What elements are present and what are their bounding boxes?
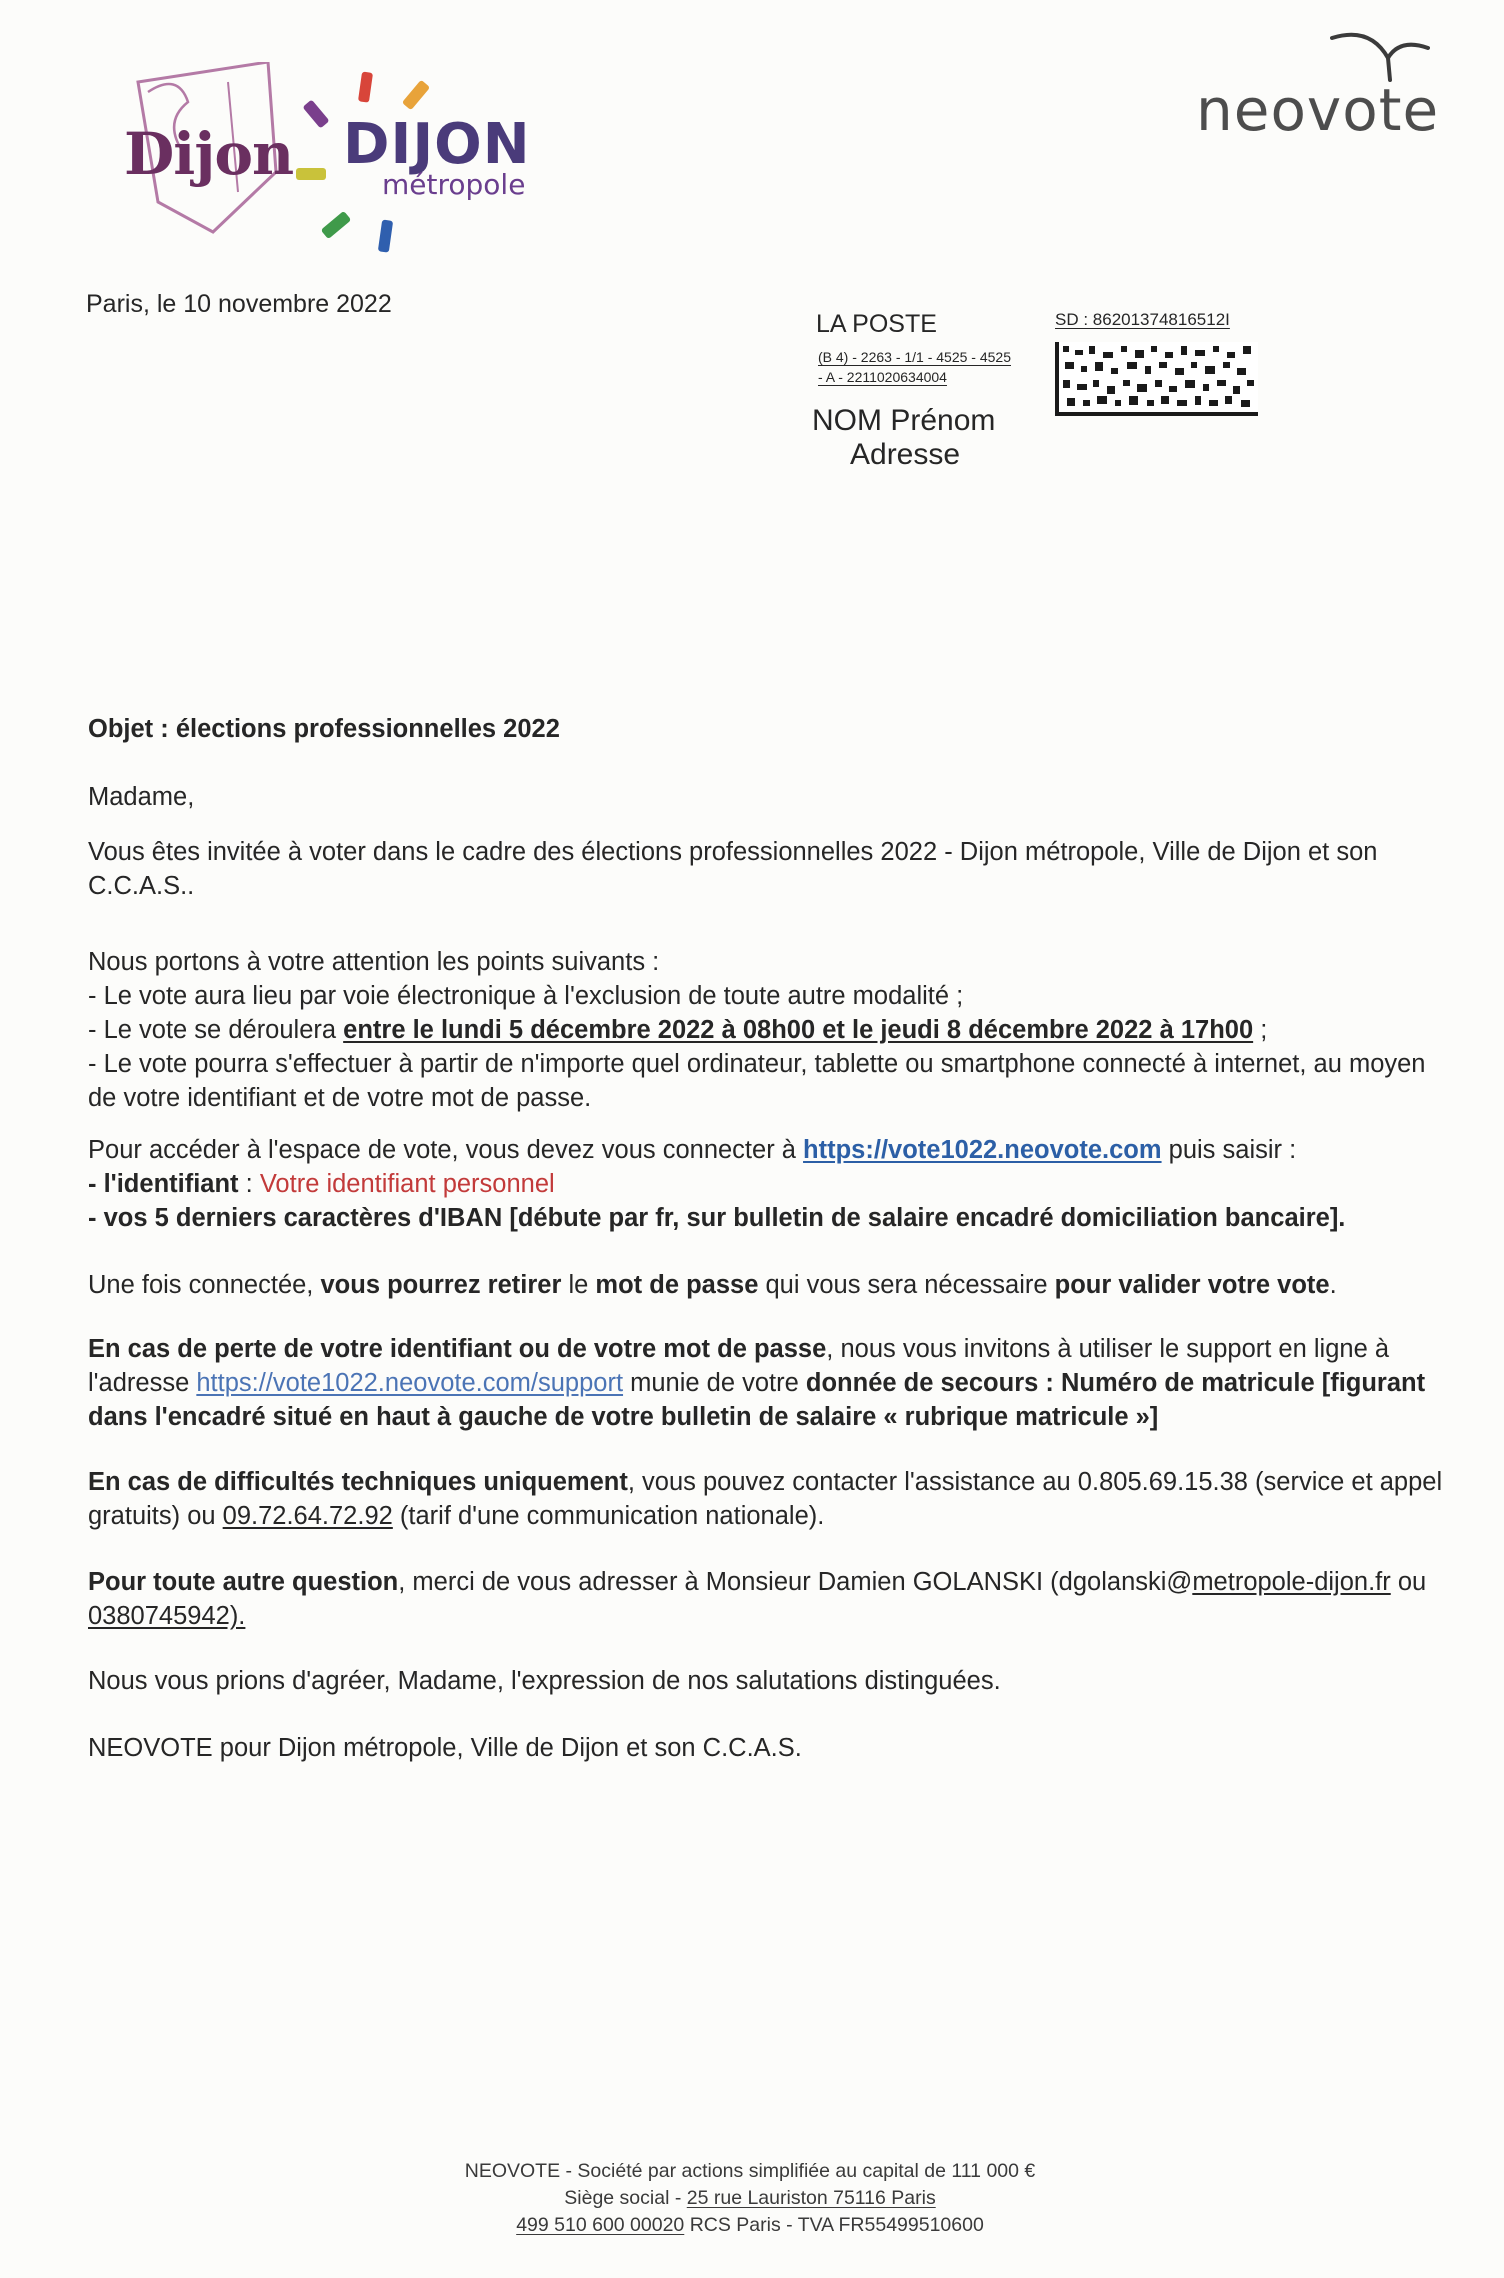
- access-suffix: puis saisir :: [1161, 1136, 1297, 1164]
- point-electronic: - Le vote aura lieu par voie électronique à l'exclusion de toute autre modalité ;: [88, 982, 964, 1010]
- signature: NEOVOTE pour Dijon métropole, Ville de Dijon et son C.C.A.S.: [88, 1734, 802, 1762]
- loss-text-2: munie de votre: [623, 1369, 806, 1397]
- point-devices: - Le vote pourra s'effectuer à partir de n'importe quel ordinateur, tablette ou smartphone connecté à internet, au moyen de votre identifiant et de votre mot de passe.: [88, 1050, 1426, 1112]
- la-poste-label: LA POSTE: [816, 310, 937, 338]
- letter-salutation: Madame,: [88, 783, 195, 811]
- identifiant-label: - l'identifiant: [88, 1170, 239, 1198]
- points-paragraph: [88, 945, 1448, 1115]
- once-text-5: qui vous sera nécessaire: [758, 1271, 1055, 1299]
- tech-paragraph: [88, 1465, 1448, 1533]
- once-text-4: mot de passe: [595, 1271, 759, 1299]
- intro-paragraph: Vous êtes invitée à voter dans le cadre des élections professionnelles 2022 - Dijon métropole, Ville de Dijon et son C.C.A.S..: [88, 838, 1378, 900]
- vote-url-link[interactable]: https://vote1022.neovote.com: [803, 1136, 1162, 1164]
- once-text-2: vous pourrez retirer: [320, 1271, 562, 1299]
- tech-heading: En cas de difficultés techniques uniquement: [88, 1468, 628, 1496]
- footer-siret: 499 510 600 00020: [516, 2214, 685, 2236]
- points-intro: Nous portons à votre attention les points suivants :: [88, 948, 660, 976]
- point-dates-prefix: - Le vote se déroulera: [88, 1016, 344, 1044]
- loss-heading: En cas de perte de votre identifiant ou de votre mot de passe: [88, 1335, 827, 1363]
- tech-text-1: , vous pouvez contacter l'assistance au 0.805.69.15.38 (service et appel gratuits) ou: [88, 1468, 1443, 1530]
- postal-code-line-1: (B 4) - 2263 - 1/1 - 4525 - 4525: [818, 349, 1011, 365]
- password-paragraph: [88, 1268, 1448, 1302]
- metropole-logo-subtitle: métropole: [382, 168, 526, 201]
- letter-date: Paris, le 10 novembre 2022: [86, 290, 392, 318]
- other-heading: Pour toute autre question: [88, 1568, 399, 1596]
- footer-seat-label: Siège social -: [564, 2187, 687, 2209]
- postal-code-line-2: - A - 2211020634004: [818, 369, 947, 385]
- contact-phone[interactable]: 0380745942).: [88, 1602, 246, 1630]
- other-text-2: ou: [1390, 1568, 1427, 1596]
- neovote-logo: neovote: [1196, 76, 1440, 144]
- identifiant-colon: :: [238, 1170, 260, 1198]
- contact-email-domain[interactable]: metropole-dijon.fr: [1192, 1568, 1391, 1596]
- letter-subject: Objet : élections professionnelles 2022: [88, 715, 560, 743]
- footer-line-2: [300, 2185, 1200, 2212]
- loss-paragraph: [88, 1332, 1448, 1434]
- once-text-6: pour valider votre vote: [1054, 1271, 1330, 1299]
- footer-address: 25 rue Lauriston 75116 Paris: [686, 2187, 936, 2209]
- datamatrix-code-icon: [1055, 342, 1258, 416]
- footer-rcs: RCS Paris - TVA FR55499510600: [684, 2214, 984, 2236]
- loss-backup-data: donnée de secours : Numéro de matricule [figurant dans l'encadré situé en haut à gauche de votre bulletin de salaire « rubrique matricule »]: [88, 1369, 1426, 1431]
- other-paragraph: [88, 1565, 1448, 1633]
- identifiant-value: Votre identifiant personnel: [259, 1170, 555, 1198]
- metropole-logo-title: DIJON: [343, 112, 531, 177]
- access-line: [88, 1133, 1448, 1167]
- company-footer: [300, 2158, 1200, 2239]
- recipient-address: Adresse: [850, 438, 961, 471]
- dijon-logo-text: Dijon: [124, 120, 294, 188]
- closing-paragraph: Nous vous prions d'agréer, Madame, l'expression de nos salutations distinguées.: [88, 1667, 1001, 1695]
- other-text-1: , merci de vous adresser à Monsieur Damien GOLANSKI (dgolanski@: [398, 1568, 1193, 1596]
- footer-line-3: [300, 2212, 1200, 2239]
- recipient-name: NOM Prénom: [812, 404, 996, 437]
- loss-text-1: , nous vous invitons à utiliser le support en ligne à l'adresse: [88, 1335, 1390, 1397]
- once-text-3: le: [561, 1271, 596, 1299]
- tech-phone[interactable]: 09.72.64.72.92: [222, 1502, 393, 1530]
- iban-line: - vos 5 derniers caractères d'IBAN [débute par fr, sur bulletin de salaire encadré domiciliation bancaire].: [88, 1204, 1346, 1232]
- sd-reference: SD : 86201374816512I: [1055, 310, 1230, 329]
- once-text-1: Une fois connectée,: [88, 1271, 321, 1299]
- point-dates: [88, 1013, 1448, 1047]
- once-text-7: .: [1329, 1271, 1337, 1299]
- support-url-link[interactable]: https://vote1022.neovote.com/support: [196, 1369, 624, 1397]
- point-dates-suffix: ;: [1253, 1016, 1268, 1044]
- footer-line-1: NEOVOTE - Société par actions simplifiée au capital de 111 000 €: [464, 2160, 1036, 2182]
- identifiant-line: [88, 1167, 1448, 1201]
- vote-period: entre le lundi 5 décembre 2022 à 08h00 et le jeudi 8 décembre 2022 à 17h00: [343, 1016, 1254, 1044]
- tech-text-2: (tarif d'une communication nationale).: [392, 1502, 825, 1530]
- access-prefix: Pour accéder à l'espace de vote, vous devez vous connecter à: [88, 1136, 804, 1164]
- access-paragraph: [88, 1133, 1448, 1235]
